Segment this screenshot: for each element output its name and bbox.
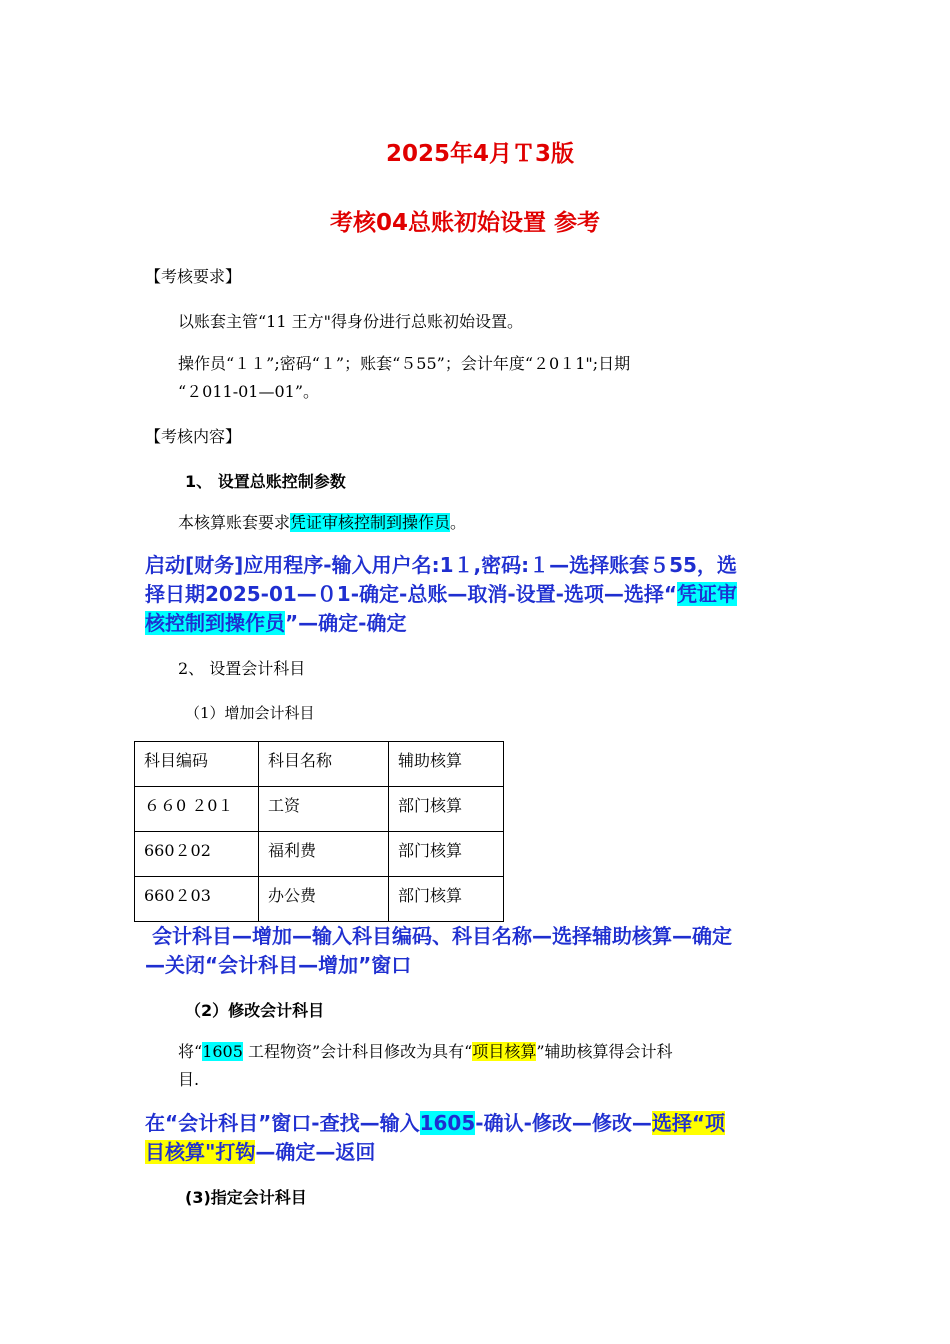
section-1-steps-line-3-text: ”—确定-确定	[285, 611, 407, 635]
subsection-2-text-b: 工程物资”会计科目修改为具有“	[242, 1042, 473, 1061]
requirements-line-3: “２011-01—01”。	[178, 382, 320, 401]
subsection-2-steps-line-2	[145, 1138, 375, 1167]
table-cell-name: 办公费	[259, 877, 389, 922]
section-1-steps-highlight-b: 核控制到操作员	[145, 611, 285, 635]
table-cell-aux: 部门核算	[389, 787, 504, 832]
subsection-2-steps-highlight-check: 目核算"打钩	[145, 1140, 256, 1164]
section-1-steps-line-3	[145, 609, 406, 638]
subsection-2-steps-b: -确认-修改—修改—	[475, 1111, 652, 1135]
subsection-2-text-a: 将“	[178, 1042, 203, 1061]
subsection-3-heading: (3)指定会计科目	[185, 1188, 307, 1207]
subsection-2-steps-highlight-select: 选择“项	[651, 1111, 726, 1135]
subsection-2-steps-a: 在“会计科目”窗口-查找—输入	[145, 1111, 420, 1135]
table-cell-aux: 部门核算	[389, 832, 504, 877]
table-cell-code: ６６0 ２0１	[135, 787, 259, 832]
subsection-2-highlight-project: 项目核算	[472, 1042, 537, 1061]
table-header-code: 科目编码	[135, 742, 259, 787]
requirements-header: 【考核要求】	[145, 267, 242, 286]
requirements-line-2: 操作员“１１”;密码“１”；账套“５55”；会计年度“２0１1";日期	[178, 354, 631, 373]
table-cell-code: 660２03	[135, 877, 259, 922]
subsection-2-steps-tail: —确定—返回	[255, 1140, 376, 1164]
document-title: 2025年4月Ｔ3版	[386, 141, 575, 167]
table-cell-name: 工资	[259, 787, 389, 832]
table-header-row	[135, 742, 504, 787]
section-2-heading: 2、 设置会计科目	[178, 659, 306, 678]
subsection-1-steps-line-1: 会计科目—增加—输入科目编码、科目名称—选择辅助核算—确定	[145, 924, 732, 948]
table-cell-name: 福利费	[259, 832, 389, 877]
table-cell-aux: 部门核算	[389, 877, 504, 922]
subsection-2-steps-line-1	[145, 1109, 725, 1138]
table-row	[135, 832, 504, 877]
subsection-2-text-c: ”辅助核算得会计科	[536, 1042, 673, 1061]
subsection-2-steps-highlight-code: 1605	[419, 1111, 476, 1135]
table-cell-code: 660２02	[135, 832, 259, 877]
section-1-steps-highlight-a: 凭证审	[677, 582, 738, 606]
subsection-2-highlight-code: 1605	[202, 1042, 243, 1061]
subsection-1-steps-line-2: —关闭“会计科目—增加”窗口	[145, 953, 412, 977]
accounts-table	[134, 741, 504, 922]
section-1-text	[178, 509, 466, 537]
section-1-steps-line-1: 启动[财务]应用程序-输入用户名:1１,密码:１—选择账套５55，选	[145, 553, 737, 577]
section-1-highlight: 凭证审核控制到操作员	[290, 513, 451, 532]
requirements-line-1: 以账套主管“11 王方"得身份进行总账初始设置。	[178, 312, 523, 331]
section-1-steps-line-2	[145, 580, 737, 609]
subsection-1-heading: （1）增加会计科目	[185, 704, 315, 722]
section-1-text-post: 。	[450, 513, 467, 532]
section-1-steps-line-2-text: 择日期2025-01—０1-确定-总账—取消-设置-选项—选择“	[145, 582, 678, 606]
section-1-text-pre: 本核算账套要求	[178, 513, 291, 532]
table-row	[135, 877, 504, 922]
subsection-2-text-line-1	[178, 1038, 673, 1066]
content-header: 【考核内容】	[145, 427, 242, 446]
table-header-name: 科目名称	[259, 742, 389, 787]
subsection-2-heading: （2）修改会计科目	[185, 1001, 325, 1020]
table-header-aux: 辅助核算	[389, 742, 504, 787]
section-1-heading: 1、 设置总账控制参数	[185, 472, 346, 491]
table-row	[135, 787, 504, 832]
subsection-2-text-line-2: 目.	[178, 1070, 200, 1089]
document-subtitle: 考核04总账初始设置 参考	[330, 210, 601, 236]
